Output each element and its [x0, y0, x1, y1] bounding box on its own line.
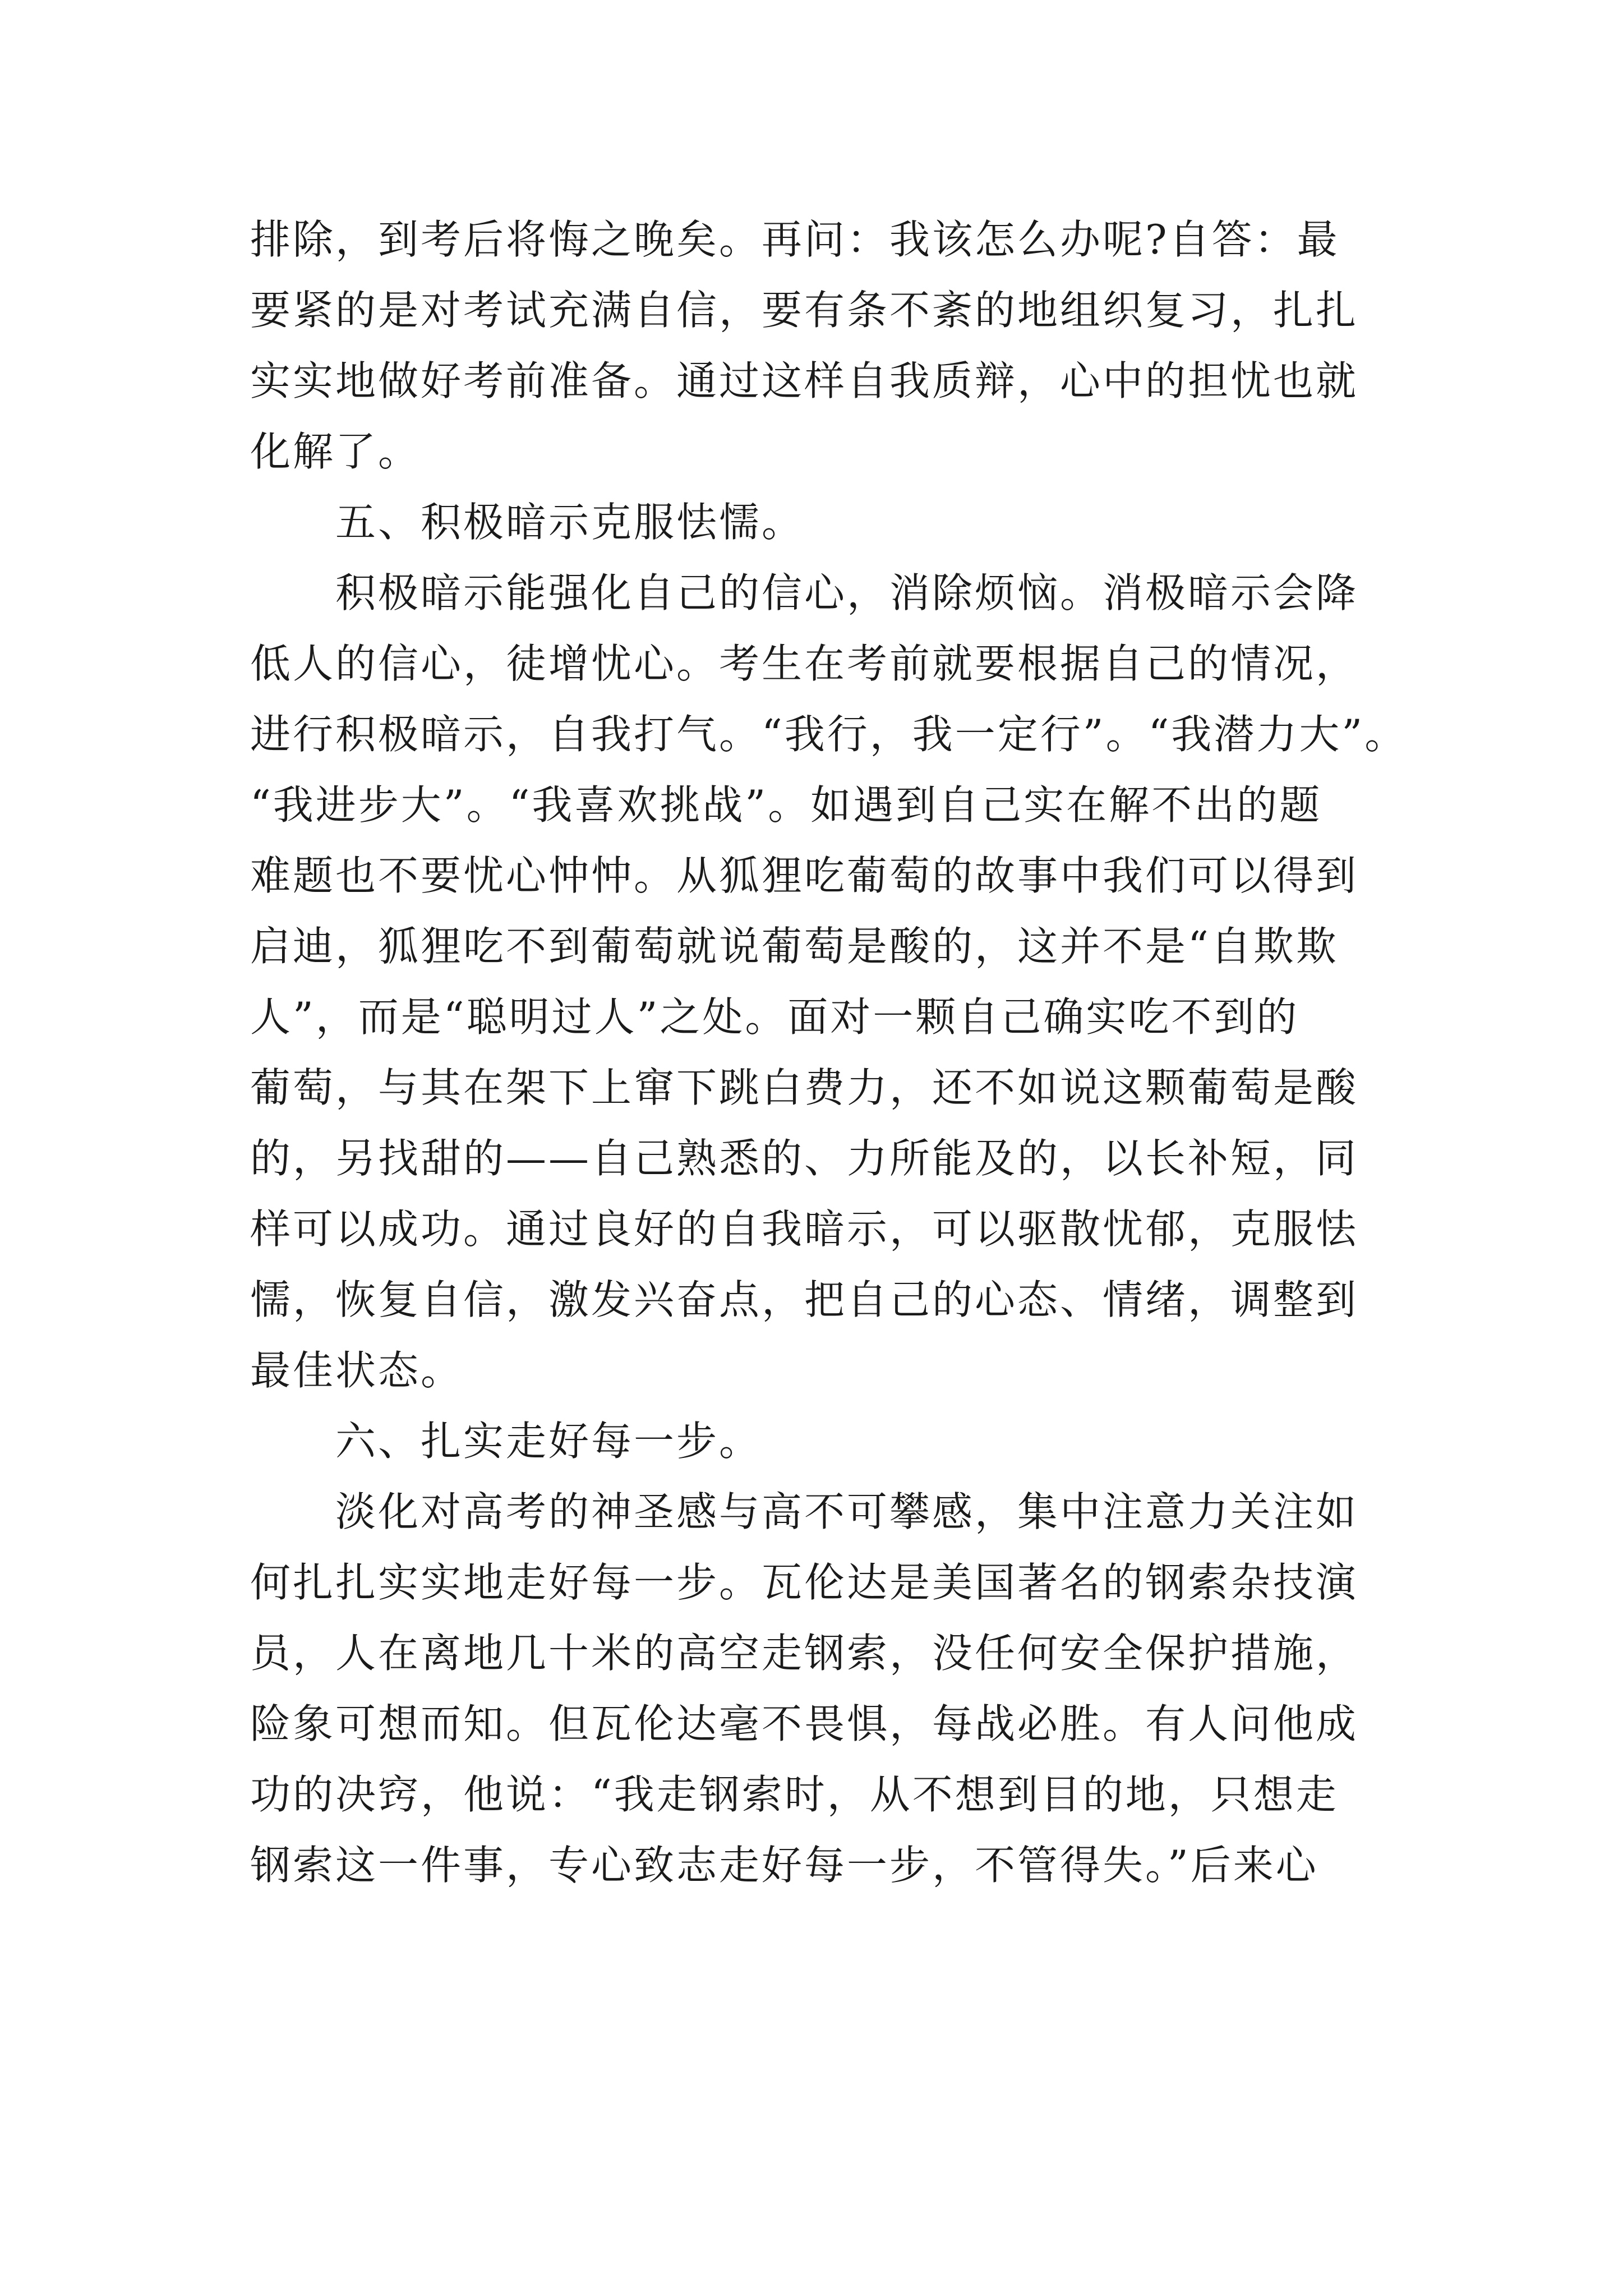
text-line: 险象可想而知。但瓦伦达毫不畏惧，每战必胜。有人问他成	[250, 1700, 1359, 1747]
text-line: 难题也不要忧心忡忡。从狐狸吃葡萄的故事中我们可以得到	[250, 852, 1359, 899]
text-line: 钢索这一件事，专心致志走好每一步，不管得失。”后来心	[250, 1842, 1318, 1889]
document-body	[250, 204, 1408, 1901]
text-line: 人”，而是“聪明过人”之处。面对一颗自己确实吃不到的	[250, 993, 1299, 1041]
text-line: “我进步大”。“我喜欢挑战”。如遇到自己实在解不出的题	[250, 781, 1322, 829]
text-line: 进行积极暗示，自我打气。“我行，我一定行”。“我潜力大”。	[250, 711, 1408, 758]
text-line: 化解了。	[250, 428, 421, 475]
text-line: 葡萄，与其在架下上窜下跳白费力，还不如说这颗葡萄是酸	[250, 1064, 1359, 1111]
text-line: 懦，恢复自信，激发兴奋点，把自己的心态、情绪，调整到	[250, 1276, 1359, 1323]
text-line: 的，另找甜的——自己熟悉的、力所能及的，以长补短，同	[250, 1135, 1359, 1182]
text-line: 低人的信心，徒增忧心。考生在考前就要根据自己的情况，	[250, 640, 1359, 687]
text-line: 五、积极暗示克服怯懦。	[335, 499, 805, 546]
text-line: 要紧的是对考试充满自信，要有条不紊的地组织复习，扎扎	[250, 287, 1359, 334]
text-line: 最佳状态。	[250, 1347, 464, 1394]
text-line: 功的决窍，他说：“我走钢索时，从不想到目的地，只想走	[250, 1771, 1339, 1818]
text-line: 排除，到考后将悔之晚矣。再问：我该怎么办呢?自答：最	[250, 216, 1340, 263]
text-line: 实实地做好考前准备。通过这样自我质辩，心中的担忧也就	[250, 357, 1359, 404]
text-line: 启迪，狐狸吃不到葡萄就说葡萄是酸的，这并不是“自欺欺	[250, 923, 1339, 970]
text-line: 员，人在离地几十米的高空走钢索，没任何安全保护措施，	[250, 1630, 1359, 1677]
text-line: 何扎扎实实地走好每一步。瓦伦达是美国著名的钢索杂技演	[250, 1559, 1359, 1606]
text-line: 积极暗示能强化自己的信心，消除烦恼。消极暗示会降	[335, 569, 1359, 616]
text-line: 淡化对高考的神圣感与高不可攀感，集中注意力关注如	[335, 1488, 1359, 1535]
text-line: 六、扎实走好每一步。	[335, 1418, 762, 1465]
text-line: 样可以成功。通过良好的自我暗示，可以驱散忧郁，克服怯	[250, 1205, 1359, 1253]
